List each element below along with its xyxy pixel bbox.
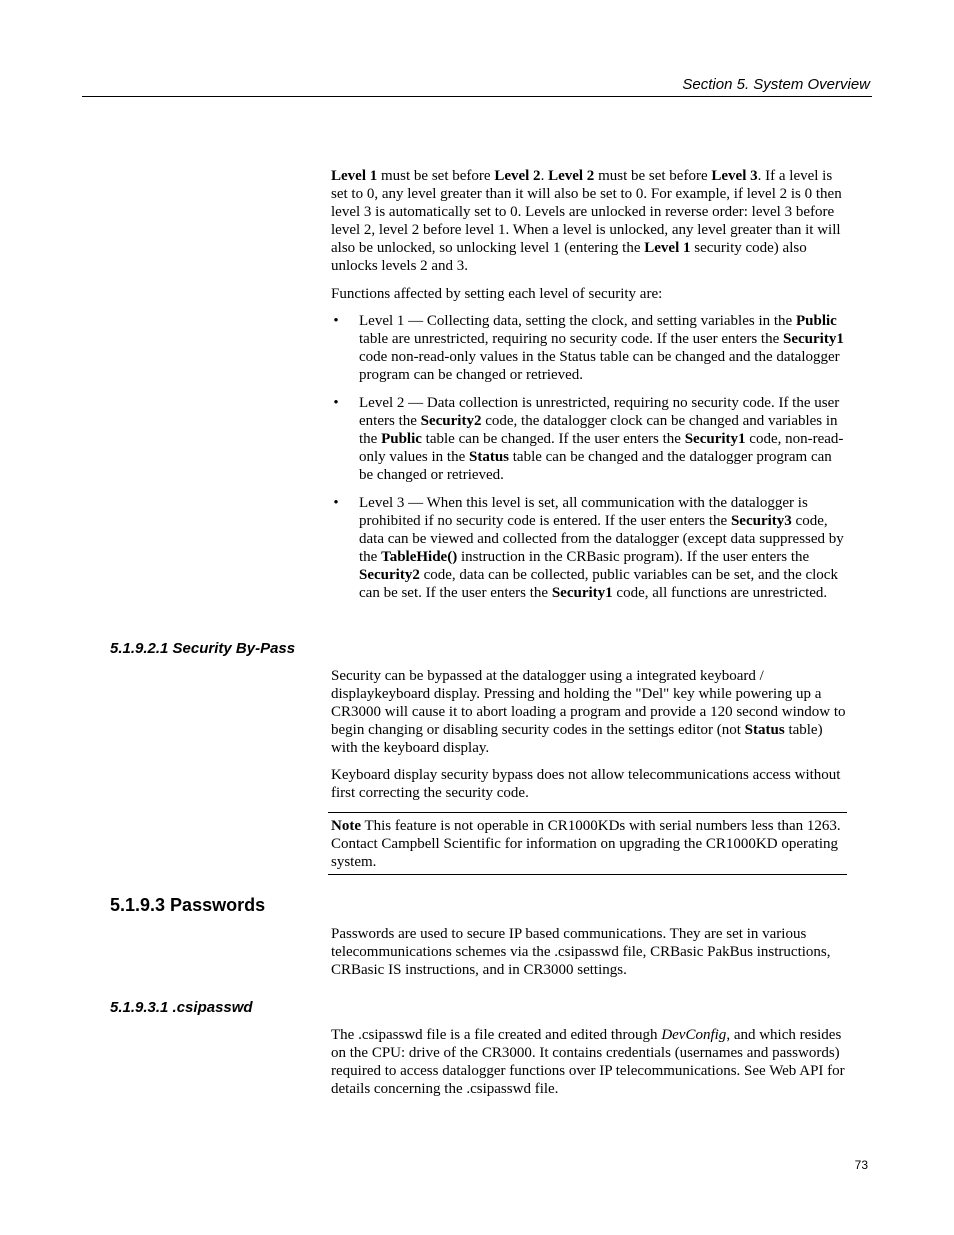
functions-affected-paragraph: Functions affected by setting each level of security are: [331, 286, 663, 302]
bullet-icon: • [333, 495, 339, 511]
list-item: • Level 1 — Collecting data, setting the clock, and setting variables in the Public table are unrestricted, requiring no security code. If the user enters the Security1 code non-read-only values in the Status table can be changed and the datalogger program can be changed or retrieved. [331, 312, 847, 384]
bullet-icon: • [333, 395, 339, 411]
page-header [82, 76, 872, 97]
csipasswd-paragraph: The .csipasswd file is a file created and edited through DevConfig, and which resides on the CPU: drive of the CR3000. It contains credentials (usernames and passwords) required to access datalogger functions over IP telecommunications. See Web API for details concerning the .csipasswd file. [331, 1027, 845, 1097]
page-number: 73 [854, 1158, 868, 1172]
passwords-paragraph: Passwords are used to secure IP based communications. They are set in various telecommunications schemes via the .csipasswd file, CRBasic PakBus instructions, CRBasic IS instructions, and in CR3000 settings. [331, 926, 831, 978]
security-bypass-heading: 5.1.9.2.1 Security By-Pass [110, 640, 296, 657]
bypass-access-paragraph: Keyboard display security bypass does not allow telecommunications access without first correcting the security code. [331, 767, 841, 801]
intro-paragraph: Level 1 must be set before Level 2. Level 2 must be set before Level 3. If a level is set to 0, any level greater than it will also be set to 0. For example, if level 2 is 0 then level 3 is automatically set to 0. Levels are unlocked in reverse order: level 3 before level 2, level 2 before level 1. When a level is unlocked, any level greater than it will also be unlocked, so unlocking level 1 (entering the Level 1 security code) also unlocks levels 2 and 3. [331, 168, 842, 274]
note-label: Note [331, 818, 361, 834]
note-box [328, 812, 847, 875]
csipasswd-heading: 5.1.9.3.1 .csipasswd [110, 999, 253, 1016]
security-level-list [331, 312, 847, 612]
note-text: Note This feature is not operable in CR1000KDs with serial numbers less than 1263. Contact Campbell Scientific for information on upgrading the CR1000KD operating system. [331, 818, 841, 870]
passwords-heading: 5.1.9.3 Passwords [110, 895, 266, 915]
list-item: • Level 2 — Data collection is unrestricted, requiring no security code. If the user enters the Security2 code, the datalogger clock can be changed and variables in the Public table can be changed. If the user enters the Security1 code, non-read-only values in the Status table can be changed and the datalogger program can be changed or retrieved. [331, 394, 847, 484]
section-title: Section 5. System Overview [682, 76, 870, 93]
bypass-paragraph: Security can be bypassed at the datalogger using a integrated keyboard / displaykeyboard display. Pressing and holding the "Del" key while powering up a CR3000 will cause it to abort loading a program and provide a 120 second window to begin changing or disabling security codes in the settings editor (not Status table) with the keyboard display. [331, 668, 846, 756]
bullet-icon: • [333, 313, 339, 329]
list-item: • Level 3 — When this level is set, all communication with the datalogger is prohibited if no security code is entered. If the user enters the Security3 code, data can be viewed and collected from the datalogger (except data suppressed by the TableHide() instruction in the CRBasic program). If the user enters the Security2 code, data can be collected, public variables can be set, and the clock can be set. If the user enters the Security1 code, all functions are unrestricted. [331, 494, 847, 602]
